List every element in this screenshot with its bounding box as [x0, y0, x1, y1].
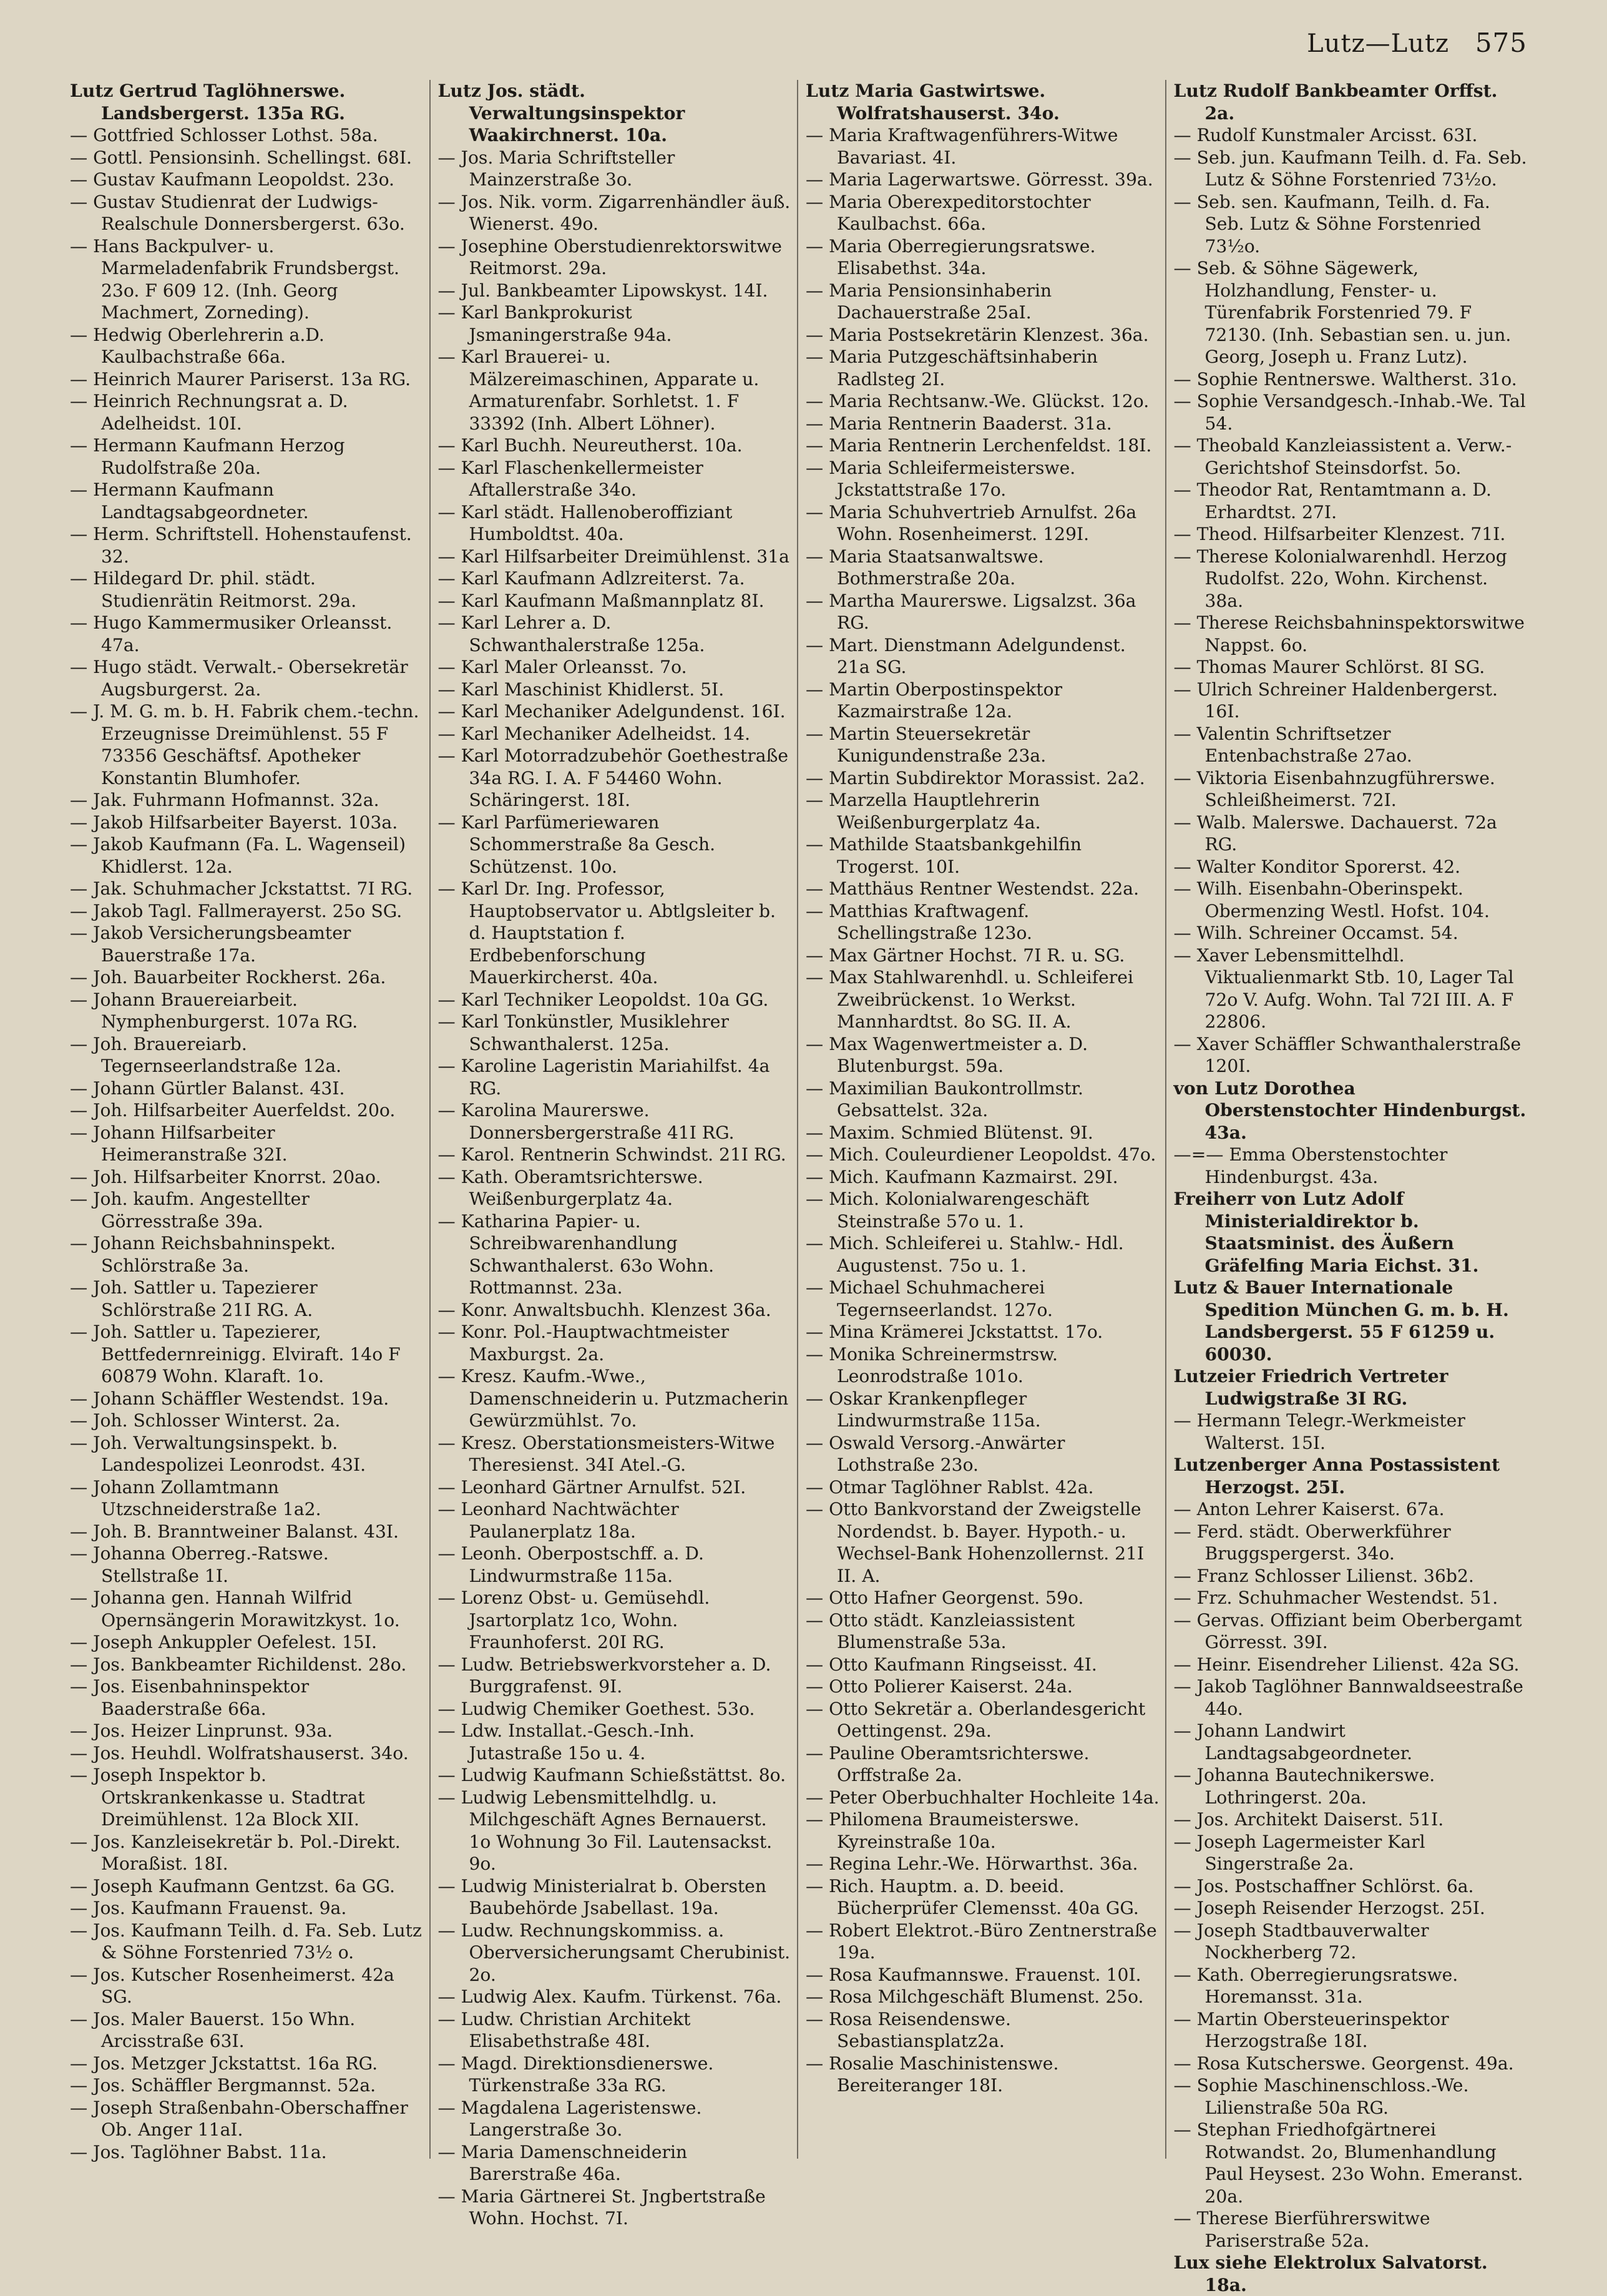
directory-entry: — Johanna gen. Hannah Wilfrid Opernsängerin Morawitzkyst. 1o. — [70, 1587, 400, 1631]
directory-entry: — Kresz. Kaufm.-Wwe., Damenschneiderin u. Putzmacherin Gewürzmühlst. 7o. — [437, 1366, 794, 1431]
directory-entry: — Ldw. Installat.-Gesch.-Inh. Jutastraße 15o u. 4. — [437, 1720, 701, 1764]
directory-entry: — Joseph Straßenbahn-Oberschaffner Ob. Anger 11aI. — [70, 2097, 414, 2140]
directory-entry: — Gottl. Pensionsinh. Schellingst. 68I. — [70, 147, 412, 168]
directory-columns — [70, 80, 1533, 2295]
directory-entry: — Konr. Pol.-Hauptwachtmeister Maxburgst. 2a. — [437, 1322, 735, 1365]
directory-entry: — Hedwig Oberlehrerin a.D. Kaulbachstraße 66a. — [70, 324, 330, 367]
directory-entry: — Therese Bierführerswitwe Pariserstraße 52a. — [1173, 2208, 1436, 2251]
directory-entry: — Jos. Metzger Jckstattst. 16a RG. — [70, 2053, 378, 2074]
directory-entry: — Max Wagenwertmeister a. D. Blutenburgst. 59a. — [806, 1033, 1094, 1076]
directory-entry: — Kath. Oberamtsrichterswe. Weißenburgerplatz 4a. — [437, 1166, 709, 1209]
directory-entry: Lux siehe Elektrolux Salvatorst. 18a. — [1173, 2252, 1494, 2295]
directory-entry: — Sophie Versandgesch.-Inhab.-We. Tal 54. — [1173, 391, 1531, 434]
directory-entry: — Franz Schlosser Lilienst. 36b2. — [1173, 1565, 1474, 1586]
directory-entry: — Kresz. Oberstationsmeisters-Witwe Theresienst. 34I Atel.-G. — [437, 1432, 781, 1475]
running-header — [1307, 27, 1527, 58]
directory-entry: — Joh. B. Branntweiner Balanst. 43I. — [70, 1521, 399, 1542]
directory-entry: — Joh. Sattler u. Tapezierer, Bettfedernreinigg. Elviraft. 14o F 60879 Wohn. Klaraft. 1o. — [70, 1322, 406, 1386]
directory-entry: — Jos. Schäffler Bergmannst. 52a. — [70, 2075, 376, 2096]
directory-entry: — Jos. Kaufmann Frauenst. 9a. — [70, 1898, 347, 1918]
directory-entry: — Ludwig Chemiker Goethest. 53o. — [437, 1698, 755, 1719]
directory-entry: — Maria Oberregierungsratswe. Elisabethst. 34a. — [806, 235, 1101, 278]
directory-entry: — Johann Brauereiarbeit. Nymphenburgerst. 107a RG. — [70, 989, 358, 1032]
directory-entry: — Joseph Reisender Herzogst. 25I. — [1173, 1898, 1485, 1918]
directory-entry: — Ludw. Betriebswerkvorsteher a. D. Burggrafenst. 9I. — [437, 1654, 777, 1697]
directory-entry: — Martin Subdirektor Morassist. 2a2. — [806, 767, 1145, 788]
directory-entry: Lutzeier Friedrich Vertreter Ludwigstraße 3I RG. — [1173, 1366, 1455, 1409]
directory-entry: — Therese Kolonialwarenhdl. Herzog Rudolfst. 22o, Wohn. Kirchenst. 38a. — [1173, 546, 1513, 611]
directory-entry: — Philomena Braumeisterswe. Kyreinstraße 10a. — [806, 1809, 1085, 1852]
directory-entry: — Ulrich Schreiner Haldenbergerst. 16I. — [1173, 679, 1503, 722]
directory-entry: — Johann Reichsbahninspekt. Schlörstraße 3a. — [70, 1233, 341, 1276]
directory-entry: — Stephan Friedhofgärtnerei Rotwandst. 2o, Blumenhandlung Paul Heysest. 23o Wohn. Emeranst. 20a. — [1173, 2119, 1529, 2207]
directory-entry: — Jos. Kutscher Rosenheimerst. 42a SG. — [70, 1964, 400, 2007]
directory-entry: — Jak. Schuhmacher Jckstattst. 7I RG. — [70, 878, 413, 899]
directory-entry: — Gervas. Offiziant beim Oberbergamt Görresst. 39I. — [1173, 1609, 1528, 1652]
directory-entry: — Joh. Brauereiarb. Tegernseerlandstraße 12a. — [70, 1033, 342, 1076]
directory-entry: — Hildegard Dr. phil. städt. Studienrätin Reitmorst. 29a. — [70, 568, 357, 611]
directory-entry: — Joh. Verwaltungsinspekt. b. Landespolizei Leonrodst. 43I. — [70, 1432, 366, 1475]
directory-entry: — Otto Sekretär a. Oberlandesgericht Oettingenst. 29a. — [806, 1698, 1151, 1741]
directory-entry: — Theodor Rat, Rentamtmann a. D. Erhardtst. 27I. — [1173, 479, 1497, 522]
directory-entry: — Walter Konditor Sporerst. 42. — [1173, 856, 1461, 877]
directory-entry: — Walb. Malerswe. Dachauerst. 72a RG. — [1173, 812, 1503, 855]
directory-entry: — Maria Kraftwagenführers-Witwe Bavariast. 4I. — [806, 125, 1124, 168]
directory-entry: — Seb. & Söhne Sägewerk, Holzhandlung, Fenster- u. Türenfabrik Forstenried 79. F 72130. (Inh. Sebastian sen. u. jun. Georg, Joseph u. Franz Lutz). — [1173, 258, 1517, 367]
directory-entry: — Karol. Rentnerin Schwindst. 21I RG. — [437, 1144, 786, 1165]
directory-entry: — Maria Rentnerin Baaderst. 31a. — [806, 413, 1112, 434]
directory-entry: — Konr. Anwaltsbuchh. Klenzest 36a. — [437, 1299, 771, 1320]
directory-entry: — Hans Backpulver- u. Marmeladenfabrik Frundsbergst. 23o. F 609 12. (Inh. Georg Machmert, Zorneding). — [70, 235, 405, 323]
directory-entry: — Ludw. Rechnungskommiss. a. Oberversicherungsamt Cherubinist. 2o. — [437, 1920, 796, 1985]
directory-entry: Lutz Gertrud Taglöhnerswe. Landsbergerst. 135a RG. — [70, 81, 352, 124]
directory-entry: — Anton Lehrer Kaiserst. 67a. — [1173, 1499, 1445, 1519]
directory-entry: — Jos. Maria Schriftsteller Mainzerstraße 3o. — [437, 147, 681, 190]
directory-entry: — Mart. Dienstmann Adelgundenst. 21a SG. — [806, 634, 1131, 677]
directory-entry: — Rosa Kaufmannswe. Frauenst. 10I. — [806, 1964, 1141, 1985]
directory-entry: — Maximilian Baukontrollmstr. Gebsattelst. 32a. — [806, 1077, 1089, 1121]
column-2 — [429, 80, 796, 2229]
directory-entry: — Jos. Taglöhner Babst. 11a. — [70, 2141, 327, 2162]
directory-entry: — Maria Rentnerin Lerchenfeldst. 18I. — [806, 435, 1152, 456]
directory-entry: — Karl Brauerei- u. Mälzereimaschinen, Apparate u. Armaturenfabr. Sorhletst. 1. F 33392 (Inh. Albert Löhner). — [437, 346, 765, 434]
directory-entry: — Karl Tonkünstler, Musiklehrer Schwanthalerst. 125a. — [437, 1011, 735, 1054]
directory-entry: — Mich. Kaufmann Kazmairst. 29I. — [806, 1166, 1118, 1187]
directory-entry: — Jos. Kanzleisekretär b. Pol.-Direkt. Moraßist. 18I. — [70, 1831, 406, 1874]
directory-entry: — Karl Bankprokurist Jsmaningerstraße 94a. — [437, 302, 672, 345]
directory-entry: — Rich. Hauptm. a. D. beeid. Bücherprüfer Clemensst. 40a GG. — [806, 1875, 1139, 1918]
directory-entry: — Rosalie Maschinistenswe. Bereiteranger 18I. — [806, 2053, 1065, 2096]
directory-entry: — Karl Maschinist Khidlerst. 5I. — [437, 679, 725, 700]
directory-entry: — Max Gärtner Hochst. 7I R. u. SG. — [806, 944, 1125, 966]
directory-entry: — Mich. Schleiferei u. Stahlw.- Hdl. Augustenst. 75o u. 1. — [806, 1233, 1130, 1276]
directory-entry: — Seb. jun. Kaufmann Teilh. d. Fa. Seb. Lutz & Söhne Forstenried 73½o. — [1173, 147, 1533, 190]
directory-entry: — Jos. Nik. vorm. Zigarrenhändler äuß. Wienerst. 49o. — [437, 191, 796, 234]
directory-entry: — Seb. sen. Kaufmann, Teilh. d. Fa. Seb. Lutz & Söhne Forstenried 73½o. — [1173, 191, 1496, 257]
directory-entry: — Jakob Tagl. Fallmerayerst. 25o SG. — [70, 900, 403, 921]
directory-entry: — Joseph Stadtbauverwalter Nockherberg 72. — [1173, 1920, 1435, 1963]
directory-entry: — Martin Oberpostinspektor Kazmairstraße 12a. — [806, 679, 1068, 722]
directory-entry: — Monika Schreinermstrsw. Leonrodstraße 101o. — [806, 1343, 1063, 1386]
directory-entry: — Therese Reichsbahninspektorswitwe Nappst. 6o. — [1173, 612, 1530, 655]
directory-entry: — Heinrich Maurer Pariserst. 13a RG. — [70, 368, 411, 390]
directory-entry: — Maria Staatsanwaltswe. Bothmerstraße 20a. — [806, 546, 1050, 589]
directory-entry: — Maria Rechtsanw.-We. Glückst. 12o. — [806, 391, 1150, 411]
directory-entry: — Josephine Oberstudienrektorswitwe Reitmorst. 29a. — [437, 235, 788, 278]
directory-entry: — Leonhard Gärtner Arnulfst. 52I. — [437, 1476, 746, 1498]
directory-entry: — Maria Schuhvertrieb Arnulfst. 26a Wohn. Rosenheimerst. 129I. — [806, 501, 1143, 544]
directory-entry: — Joh. Hilfsarbeiter Knorrst. 20ao. — [70, 1166, 381, 1187]
directory-entry: — Mina Krämerei Jckstattst. 17o. — [806, 1322, 1103, 1342]
directory-entry: — Karolina Maurerswe. Donnersbergerstraße 41I RG. — [437, 1100, 735, 1143]
directory-entry: — Jakob Hilfsarbeiter Bayerst. 103a. — [70, 812, 398, 833]
directory-entry: — Sophie Rentnerswe. Waltherst. 31o. — [1173, 368, 1517, 390]
directory-entry: — Karl Mechaniker Adelgundenst. 16I. — [437, 701, 786, 722]
directory-entry: — Lorenz Obst- u. Gemüsehdl. Jsartorplatz 1co, Wohn. Fraunhoferst. 20I RG. — [437, 1587, 716, 1652]
directory-entry: — Hermann Kaufmann Landtagsabgeordneter. — [70, 479, 309, 522]
directory-entry: — Joseph Ankuppler Oefelest. 15I. — [70, 1632, 377, 1652]
directory-entry: — Gottfried Schlosser Lothst. 58a. — [70, 125, 378, 145]
directory-entry: — Sophie Maschinenschloss.-We. Lilienstraße 50a RG. — [1173, 2075, 1475, 2118]
directory-entry: — Otto Hafner Georgenst. 59o. — [806, 1587, 1084, 1608]
directory-entry: — Joh. Bauarbeiter Rockherst. 26a. — [70, 967, 386, 988]
directory-entry: — Jos. Bankbeamter Richildenst. 28o. — [70, 1654, 407, 1675]
directory-entry: — Joh. Hilfsarbeiter Auerfeldst. 20o. — [70, 1100, 396, 1121]
directory-entry: — Karl Motorradzubehör Goethestraße 34a RG. I. A. F 54460 Wohn. Schäringerst. 18I. — [437, 745, 794, 810]
directory-entry: — Otto Polierer Kaiserst. 24a. — [806, 1676, 1073, 1697]
directory-entry: — Johann Hilfsarbeiter Heimeranstraße 32I. — [70, 1122, 288, 1165]
directory-entry: — Jos. Heuhdl. Wolfratshauserst. 34o. — [70, 1742, 409, 1764]
directory-entry: — Mich. Couleurdiener Leopoldst. 47o. — [806, 1144, 1156, 1165]
directory-entry: Lutzenberger Anna Postassistent Herzogst. 25I. — [1173, 1455, 1507, 1498]
directory-entry: — Ludwig Lebensmittelhdlg. u. Milchgeschäft Agnes Bernauerst. 1o Wohnung 3o Fil. Lautensackst. 9o. — [437, 1787, 778, 1874]
directory-entry: — Hugo Kammermusiker Orleansst. 47a. — [70, 612, 398, 655]
directory-entry: — Gustav Studienrat der Ludwigs-Realschule Donnersbergerst. 63o. — [70, 191, 405, 234]
directory-entry: — Mich. Kolonialwarengeschäft Steinstraße 57o u. 1. — [806, 1189, 1095, 1232]
directory-entry: Lutz Jos. städt. Verwaltungsinspektor Waakirchnerst. 10a. — [437, 81, 691, 145]
directory-entry: Freiherr von Lutz Adolf Ministerialdirektor b. Staatsminist. des Äußern Gräfelfing Maria Eichst. 31. — [1173, 1189, 1479, 1276]
directory-entry: — Herm. Schriftstell. Hohenstaufenst. 32. — [70, 524, 418, 567]
directory-entry: — Mathilde Staatsbankgehilfin Trogerst. 10I. — [806, 834, 1087, 877]
directory-entry: — Maria Gärtnerei St. Jngbertstraße Wohn. Hochst. 7I. — [437, 2186, 771, 2229]
directory-entry: — Johanna Bautechnikerswe. Lothringerst. 20a. — [1173, 1765, 1441, 1808]
directory-entry: — Johanna Oberreg.-Ratswe. Stellstraße 1I. — [70, 1543, 335, 1586]
directory-entry: — Johann Landwirt Landtagsabgeordneter. — [1173, 1720, 1413, 1764]
directory-entry: — Xaver Schäffler Schwanthalerstraße 120I. — [1173, 1033, 1527, 1076]
directory-entry: — Hermann Kaufmann Herzog Rudolfstraße 20a. — [70, 435, 351, 478]
directory-entry: — Karl Hilfsarbeiter Dreimühlenst. 31a — [437, 546, 789, 567]
directory-entry: — Karl Kaufmann Adlzreiterst. 7a. — [437, 568, 745, 589]
directory-entry: — Hermann Telegr.-Werkmeister Walterst. 15I. — [1173, 1410, 1471, 1453]
directory-entry: — Maria Postsekretärin Klenzest. 36a. — [806, 324, 1149, 345]
directory-entry: — Leonhard Nachtwächter Paulanerplatz 18a. — [437, 1499, 685, 1542]
directory-entry: — Otto städt. Kanzleiassistent Blumenstraße 53a. — [806, 1609, 1080, 1652]
directory-entry: — Ludwig Alex. Kaufm. Türkenst. 76a. — [437, 1986, 782, 2007]
directory-entry: — Maria Damenschneiderin Barerstraße 46a. — [437, 2141, 693, 2184]
directory-entry: — Maria Pensionsinhaberin Dachauerstraße 25aI. — [806, 280, 1058, 323]
directory-entry: — Rosa Reisendenswe. Sebastiansplatz2a. — [806, 2008, 1017, 2051]
directory-entry: — Oskar Krankenpfleger Lindwurmstraße 115a. — [806, 1388, 1041, 1431]
directory-entry: — J. M. G. m. b. H. Fabrik chem.-techn. Erzeugnisse Dreimühlenst. 55 F 73356 Geschäftsf. Apotheker Konstantin Blumhofer. — [70, 701, 425, 788]
directory-entry: — Karl Flaschenkellermeister Aftallerstraße 34o. — [437, 457, 709, 500]
directory-entry: — Jos. Postschaffner Schlörst. 6a. — [1173, 1875, 1474, 1896]
directory-entry: — Jul. Bankbeamter Lipowskyst. 14I. — [437, 280, 768, 301]
column-3 — [797, 80, 1163, 2159]
directory-entry: — Maria Schleifermeisterswe. Jckstattstraße 17o. — [806, 457, 1082, 500]
directory-entry: — Max Stahlwarenhdl. u. Schleiferei Zweibrückenst. 1o Werkst. Mannhardtst. 8o SG. II. A. — [806, 967, 1139, 1032]
directory-entry: — Robert Elektrot.-Büro Zentnerstraße 19a. — [806, 1920, 1163, 1963]
column-1 — [70, 80, 427, 2162]
directory-entry: Lutz Rudolf Bankbeamter Orffst. 2a. — [1173, 81, 1504, 124]
directory-entry: — Johann Gürtler Balanst. 43I. — [70, 1077, 345, 1099]
directory-entry: — Heinr. Eisendreher Lilienst. 42a SG. — [1173, 1654, 1520, 1675]
directory-entry: — Michael Schuhmacherei Tegernseerlandst. 127o. — [806, 1277, 1053, 1320]
directory-entry: — Johann Schäffler Westendst. 19a. — [70, 1388, 389, 1409]
running-title: Lutz—Lutz — [1307, 29, 1450, 58]
directory-entry: — Martha Maurerswe. Ligsalzst. 36a RG. — [806, 590, 1142, 633]
directory-entry: — Jos. Architekt Daiserst. 51I. — [1173, 1809, 1444, 1830]
column-4 — [1165, 80, 1533, 2295]
directory-entry: — Rudolf Kunstmaler Arcisst. 63I. — [1173, 125, 1478, 145]
directory-entry: — Karl Buchh. Neureutherst. 10a. — [437, 435, 743, 456]
directory-entry: — Ludw. Christian Architekt Elisabethstraße 48I. — [437, 2008, 696, 2051]
directory-entry: — Viktoria Eisenbahnzugführerswe. Schleißheimerst. 72I. — [1173, 767, 1501, 810]
directory-entry: — Karl städt. Hallenoberoffiziant Humboldtst. 40a. — [437, 501, 738, 544]
directory-entry: — Regina Lehr.-We. Hörwarthst. 36a. — [806, 1853, 1138, 1874]
directory-entry: — Kath. Oberregierungsratswe. Horemansst. 31a. — [1173, 1964, 1464, 2007]
directory-entry: — Wilh. Schreiner Occamst. 54. — [1173, 923, 1458, 943]
directory-entry: Lutz & Bauer Internationale Spedition München G. m. b. H. Landsbergerst. 55 F 61259 u. 60030. — [1173, 1277, 1515, 1365]
directory-entry: — Leonh. Oberpostschff. a. D. Lindwurmstraße 115a. — [437, 1543, 710, 1586]
directory-entry: — Xaver Lebensmittelhdl. Viktualienmarkt Stb. 10, Lager Tal 72o V. Aufg. Wohn. Tal 72I III. A. F 22806. — [1173, 944, 1520, 1032]
directory-entry: — Wilh. Eisenbahn-Oberinspekt. Obermenzing Westl. Hofst. 104. — [1173, 878, 1490, 921]
directory-entry: — Jakob Versicherungsbeamter Bauerstraße 17a. — [70, 923, 357, 966]
directory-entry: — Karoline Lageristin Mariahilfst. 4a RG. — [437, 1056, 776, 1099]
directory-entry: — Katharina Papier- u. Schreibwarenhandlung Schwanthalerst. 63o Wohn. Rottmannst. 23a. — [437, 1210, 720, 1298]
directory-entry: Lutz Maria Gastwirtswe. Wolfratshauserst. 34o. — [806, 81, 1060, 124]
directory-entry: — Peter Oberbuchhalter Hochleite 14a. — [806, 1787, 1160, 1808]
directory-entry: — Joseph Lagermeister Karl Singerstraße 2a. — [1173, 1831, 1431, 1874]
directory-entry: — Karl Maler Orleansst. 7o. — [437, 657, 687, 677]
directory-entry: — Ludwig Kaufmann Schießstättst. 8o. — [437, 1765, 786, 1785]
directory-entry: — Matthäus Rentner Westendst. 22a. — [806, 878, 1140, 899]
directory-entry: — Karl Kaufmann Maßmannplatz 8I. — [437, 590, 764, 611]
directory-entry: — Joh. Sattler u. Tapezierer Schlörstraße 21I RG. A. — [70, 1277, 323, 1320]
directory-entry: — Thomas Maurer Schlörst. 8I SG. — [1173, 657, 1485, 677]
directory-entry: — Jakob Taglöhner Bannwaldseestraße 44o. — [1173, 1676, 1529, 1719]
directory-entry: — Maria Putzgeschäftsinhaberin Radlsteg 2I. — [806, 346, 1103, 390]
directory-entry: — Karl Parfümeriewaren Schommerstraße 8a Gesch. Schützenst. 10o. — [437, 812, 721, 877]
directory-entry: — Karl Lehrer a. D. Schwanthalerstraße 125a. — [437, 612, 705, 655]
directory-entry: — Ludwig Ministerialrat b. Obersten Baubehörde Jsabellast. 19a. — [437, 1875, 772, 1918]
directory-entry: — Jos. Kaufmann Teilh. d. Fa. Seb. Lutz & Söhne Forstenried 73½ o. — [70, 1920, 427, 1963]
directory-entry: — Rosa Kutscherswe. Georgenst. 49a. — [1173, 2053, 1514, 2074]
directory-entry: — Heinrich Rechnungsrat a. D. Adelheidst. 10I. — [70, 391, 354, 434]
directory-entry: — Magd. Direktionsdienerswe. Türkenstraße 33a RG. — [437, 2053, 720, 2096]
directory-entry: — Martin Obersteuerinspektor Herzogstraße 18I. — [1173, 2008, 1455, 2051]
directory-entry: von Lutz Dorothea Oberstenstochter Hindenburgst. 43a. — [1173, 1077, 1533, 1143]
directory-entry: — Joh. kaufm. Angestellter Görresstraße 39a. — [70, 1189, 315, 1232]
directory-entry: —=— Emma Oberstenstochter Hindenburgst. 43a. — [1173, 1144, 1453, 1187]
directory-entry: — Gustav Kaufmann Leopoldst. 23o. — [70, 169, 395, 190]
directory-entry: — Maria Lagerwartswe. Görresst. 39a. — [806, 169, 1153, 190]
directory-entry: — Maxim. Schmied Blütenst. 9I. — [806, 1122, 1093, 1143]
directory-entry: — Marzella Hauptlehrerin Weißenburgerplatz 4a. — [806, 790, 1046, 833]
directory-entry: — Otto Kaufmann Ringseisst. 4I. — [806, 1654, 1097, 1675]
page-number: 575 — [1475, 27, 1527, 58]
directory-entry: — Jos. Eisenbahninspektor Baaderstraße 66a. — [70, 1676, 315, 1719]
directory-entry: — Theobald Kanzleiassistent a. Verw.-Gerichtshof Steinsdorfst. 5o. — [1173, 435, 1512, 478]
directory-entry: — Ferd. städt. Oberwerkführer Bruggspergerst. 34o. — [1173, 1521, 1457, 1564]
directory-entry: — Martin Steuersekretär Kunigundenstraße 23a. — [806, 723, 1047, 766]
directory-entry: — Maria Oberexpeditorstochter Kaulbachst. 66a. — [806, 191, 1097, 234]
directory-entry: — Johann Zollamtmann Utzschneiderstraße 1a2. — [70, 1476, 321, 1519]
directory-entry: — Karl Mechaniker Adelheidst. 14. — [437, 723, 751, 744]
directory-entry: — Jos. Heizer Linprunst. 93a. — [70, 1720, 333, 1741]
directory-entry: — Otto Bankvorstand der Zweigstelle Nordendst. b. Bayer. Hypoth.- u. Wechsel-Bank Hohenzollernst. 21I II. A. — [806, 1499, 1150, 1586]
directory-entry: — Matthias Kraftwagenf. Schellingstraße 123o. — [806, 900, 1035, 943]
directory-entry: — Otmar Taglöhner Rablst. 42a. — [806, 1476, 1094, 1498]
directory-entry: — Karl Techniker Leopoldst. 10a GG. — [437, 989, 769, 1010]
directory-entry: — Hugo städt. Verwalt.- Obersekretär Augsburgerst. 2a. — [70, 657, 414, 700]
directory-entry: — Joseph Inspektor b. Ortskrankenkasse u. Stadtrat Dreimühlenst. 12a Block XII. — [70, 1765, 371, 1830]
directory-entry: — Pauline Oberamtsrichterswe. Orffstraße 2a. — [806, 1742, 1095, 1785]
directory-entry: — Valentin Schriftsetzer Entenbachstraße 27ao. — [1173, 723, 1412, 766]
directory-entry: — Jos. Maler Bauerst. 15o Whn. Arcisstraße 63I. — [70, 2008, 361, 2051]
directory-entry: — Joseph Kaufmann Gentzst. 6a GG. — [70, 1875, 395, 1896]
directory-entry: — Rosa Milchgeschäft Blumenst. 25o. — [806, 1986, 1144, 2007]
directory-entry: — Jak. Fuhrmann Hofmannst. 32a. — [70, 790, 379, 810]
directory-entry: — Jakob Kaufmann (Fa. L. Wagenseil) Khidlerst. 12a. — [70, 834, 411, 877]
directory-entry: — Karl Dr. Ing. Professor, Hauptobservator u. Abtlgsleiter b. d. Hauptstation f. Erdbebenforschung Mauerkircherst. 40a. — [437, 878, 781, 988]
directory-entry: — Theod. Hilfsarbeiter Klenzest. 71I. — [1173, 524, 1506, 544]
directory-entry: — Frz. Schuhmacher Westendst. 51. — [1173, 1587, 1498, 1608]
directory-entry: — Oswald Versorg.-Anwärter Lothstraße 23o. — [806, 1432, 1071, 1475]
directory-entry: — Joh. Schlosser Winterst. 2a. — [70, 1410, 341, 1431]
directory-entry: — Magdalena Lageristenswe. Langerstraße 3o. — [437, 2097, 708, 2140]
